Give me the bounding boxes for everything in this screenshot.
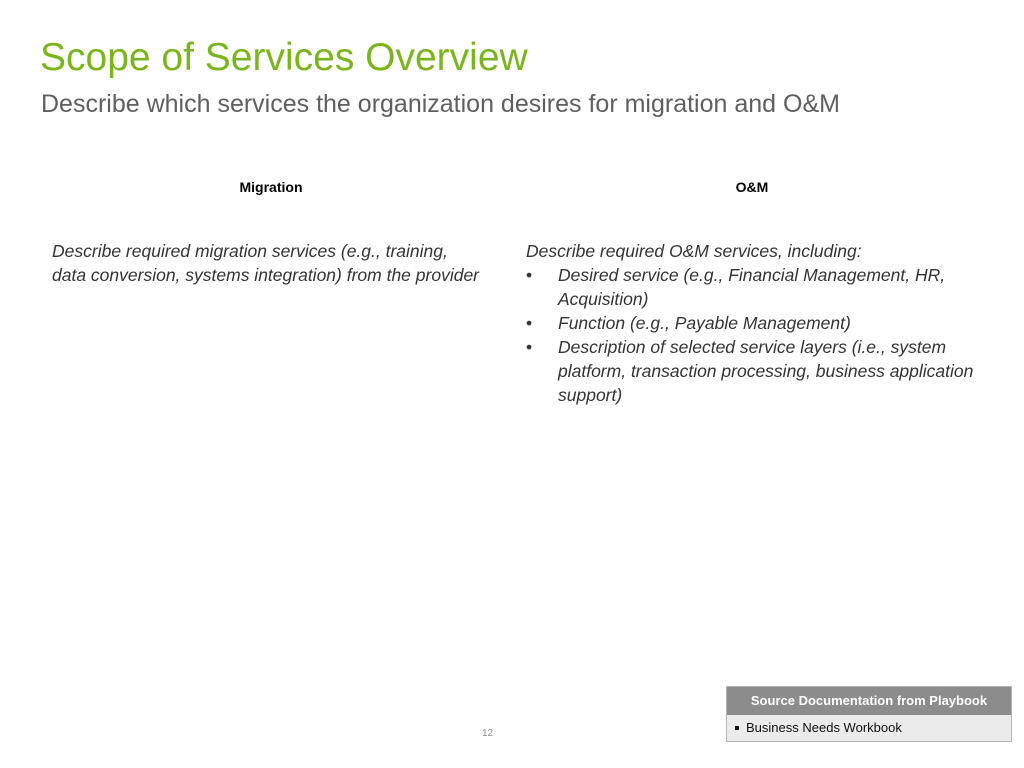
bullet-icon: • <box>526 313 533 333</box>
slide-title: Scope of Services Overview <box>40 36 528 79</box>
bullet-icon: • <box>526 265 533 285</box>
source-box-header: Source Documentation from Playbook <box>727 687 1011 715</box>
migration-description: Describe required migration services (e.g., training, data conversion, systems integration) from the provider <box>52 241 479 285</box>
om-column-body <box>526 239 982 407</box>
source-documentation-box <box>726 686 1012 742</box>
list-item <box>526 311 982 335</box>
list-item <box>526 335 982 407</box>
source-item-label: Business Needs Workbook <box>746 720 902 735</box>
migration-column-body <box>52 239 482 287</box>
om-bullet-text: Desired service (e.g., Financial Management, HR, Acquisition) <box>558 265 946 309</box>
list-item <box>526 263 982 311</box>
bullet-icon: • <box>526 337 533 357</box>
om-intro: Describe required O&M services, including: <box>526 241 862 261</box>
square-bullet-icon <box>735 726 739 730</box>
om-bullet-text: Function (e.g., Payable Management) <box>558 313 851 333</box>
page-number: 12 <box>482 728 494 739</box>
source-box-item <box>727 715 1011 741</box>
migration-column-header: Migration <box>239 179 303 195</box>
om-column-header: O&M <box>735 179 769 195</box>
om-bullet-text: Description of selected service layers (i.e., system platform, transaction processing, business application support) <box>558 337 974 405</box>
om-bullet-list <box>526 263 982 407</box>
slide-subtitle: Describe which services the organization desires for migration and O&M <box>41 90 840 118</box>
